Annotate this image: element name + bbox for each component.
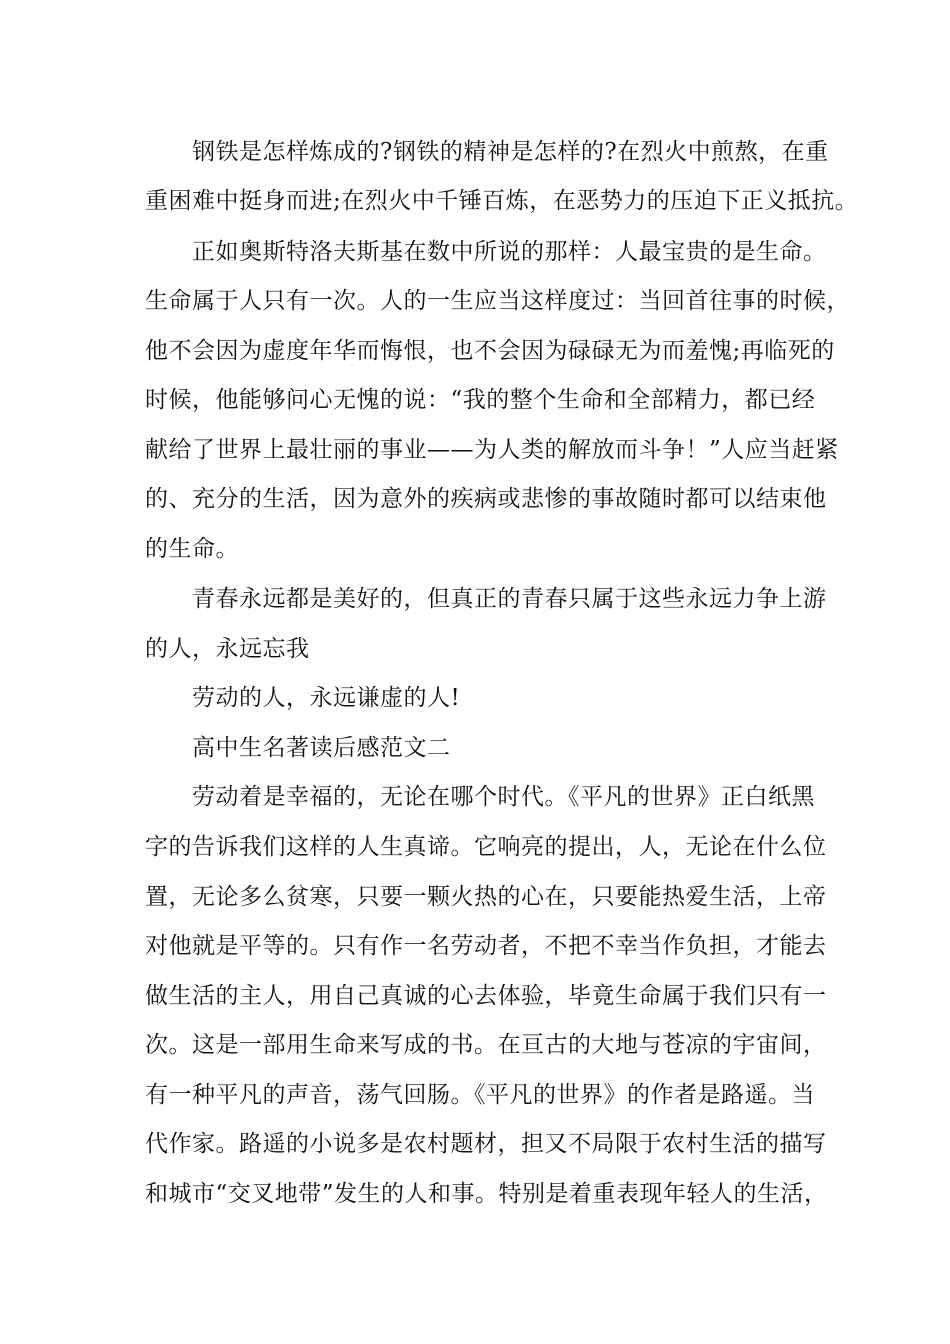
- paragraph-line: 和城市“交叉地带”发生的人和事。特别是着重表现年轻人的生活，: [145, 1181, 828, 1207]
- paragraph-line: 劳动着是幸福的，无论在哪个时代。《平凡的世界》正白纸黑: [192, 784, 815, 810]
- paragraph-line: 字的告诉我们这样的人生真谛。它响亮的提出，人，无论在什么位: [145, 834, 827, 860]
- paragraph-line: 代作家。路遥的小说多是农村题材，担又不局限于农村生活的描写: [145, 1131, 827, 1157]
- paragraph-line: 次。这是一部用生命来写成的书。在亘古的大地与苍凉的宇宙间，: [145, 1032, 827, 1058]
- paragraph-line: 钢铁是怎样炼成的?钢铁的精神是怎样的?在烈火中煎熬，在重: [192, 139, 829, 165]
- paragraph-line: 的生命。: [145, 536, 239, 562]
- paragraph-line: 正如奥斯特洛夫斯基在数中所说的那样：人最宝贵的是生命。: [192, 239, 827, 265]
- paragraph-line: 重困难中挺身而进;在烈火中千锤百炼，在恶势力的压迫下正义抵抗。: [145, 188, 859, 214]
- paragraph-line: 献给了世界上最壮丽的事业——为人类的解放而斗争！”人应当赶紧: [145, 437, 839, 463]
- paragraph-line: 生命属于人只有一次。人的一生应当这样度过：当回首往事的时候，: [145, 288, 850, 314]
- section-heading: 高中生名著读后感范文二: [192, 735, 451, 761]
- paragraph-line: 对他就是平等的。只有作一名劳动者，不把不幸当作负担，才能去: [145, 933, 827, 959]
- paragraph-line: 做生活的主人，用自己真诚的心去体验，毕竟生命属于我们只有一: [145, 983, 827, 1009]
- paragraph-line: 有一种平凡的声音，荡气回肠。《平凡的世界》的作者是路遥。当: [145, 1082, 815, 1108]
- paragraph-line: 的、充分的生活，因为意外的疾病或悲惨的事故随时都可以结束他: [145, 486, 827, 512]
- paragraph-line: 他不会因为虚度年华而悔恨，也不会因为碌碌无为而羞愧;再临死的: [145, 338, 835, 364]
- paragraph-line: 的人，永远忘我: [145, 636, 310, 662]
- paragraph-line: 劳动的人，永远谦虚的人!: [192, 685, 461, 711]
- paragraph-line: 置，无论多么贫寒，只要一颗火热的心在，只要能热爱生活，上帝: [145, 884, 827, 910]
- paragraph-line: 青春永远都是美好的，但真正的青春只属于这些永远力争上游: [192, 586, 827, 612]
- paragraph-line: 时候，他能够问心无愧的说：“我的整个生命和全部精力，都已经: [145, 387, 816, 413]
